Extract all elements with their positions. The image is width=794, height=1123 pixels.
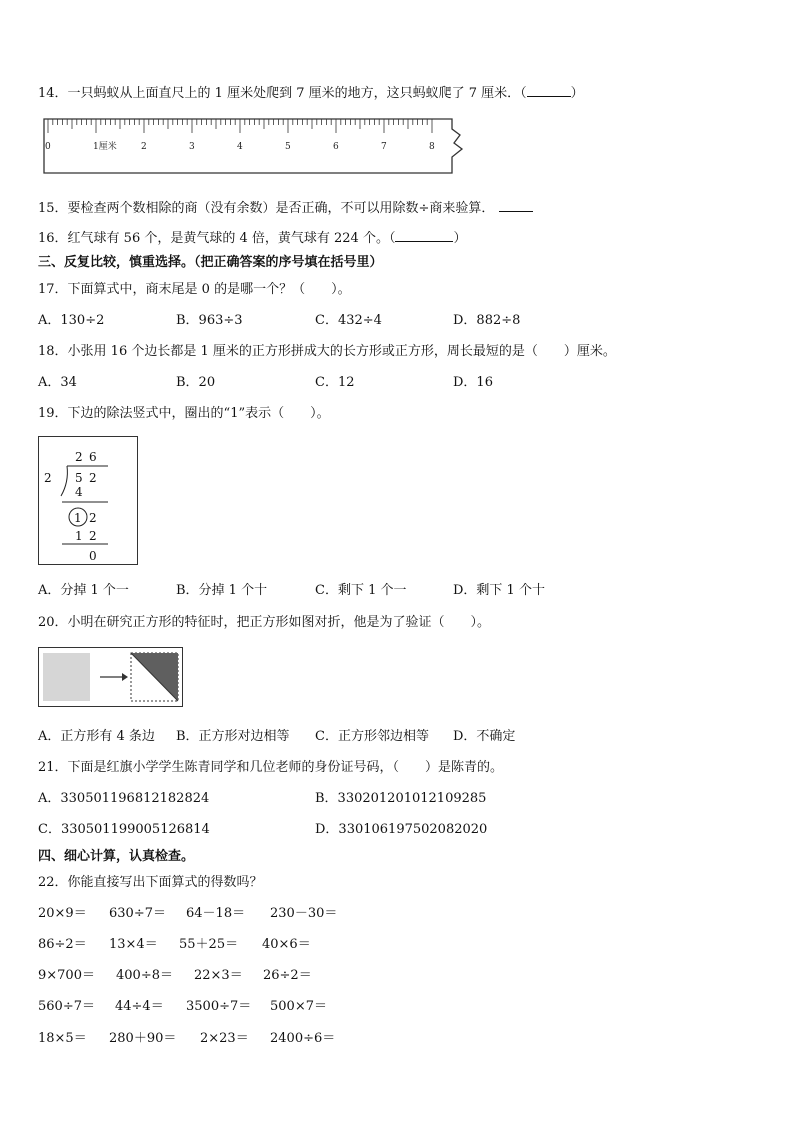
ruler-label: 0: [45, 142, 51, 152]
option-b[interactable]: B．分掉 1 个十: [176, 583, 268, 598]
question-16: 16．红气球有 56 个，是黄气球的 4 倍，黄气球有 224 个。（ ）: [38, 228, 466, 248]
partial-product: 2: [89, 529, 97, 543]
question-14: 14．一只蚂蚁从上面直尺上的 1 厘米处爬到 7 厘米的地方，这只蚂蚁爬了 7 厘米．（ ）: [38, 83, 584, 103]
option-a[interactable]: A．130÷2: [38, 313, 105, 328]
calc-item: 2×23＝: [200, 1031, 249, 1046]
calc-item: 18×5＝: [38, 1031, 87, 1046]
option-a[interactable]: A．分掉 1 个一: [38, 583, 129, 598]
quotient-digit: 6: [89, 450, 97, 464]
option-d[interactable]: D．330106197502082020: [315, 822, 488, 837]
dividend-digit: 5: [75, 471, 83, 485]
dividend-digit: 2: [89, 471, 97, 485]
option-c[interactable]: C．正方形邻边相等: [315, 729, 429, 744]
option-c[interactable]: C．432÷4: [315, 313, 382, 328]
ruler-label: 6: [333, 142, 339, 152]
long-division-figure: [38, 436, 140, 568]
option-c[interactable]: C．12: [315, 375, 355, 390]
calc-item: 64－18＝: [186, 906, 246, 921]
calc-item: 86÷2＝: [38, 937, 87, 952]
section-4-heading: 四、细心计算，认真检查。: [38, 849, 195, 864]
ruler-label: 5: [285, 142, 291, 152]
question-14-text: 14．一只蚂蚁从上面直尺上的 1 厘米处爬到 7 厘米的地方，这只蚂蚁爬了 7 厘米．（: [38, 86, 527, 101]
calc-item: 40×6＝: [262, 937, 311, 952]
calc-item: 2400÷6＝: [270, 1031, 336, 1046]
ruler-figure: [40, 115, 470, 177]
calc-item: 560÷7＝: [38, 999, 95, 1014]
option-a[interactable]: A．正方形有 4 条边: [38, 729, 155, 744]
calc-item: 500×7＝: [270, 999, 327, 1014]
question-21-text: 21．下面是红旗小学学生陈青同学和几位老师的身份证号码，（ ）是陈青的。: [38, 760, 504, 775]
ruler-label: 3: [189, 142, 195, 152]
ruler-label: 8: [429, 142, 435, 152]
calc-item: 26÷2＝: [263, 968, 312, 983]
option-d[interactable]: D．16: [453, 375, 493, 390]
divisor: 2: [44, 471, 52, 485]
question-15: [38, 198, 533, 218]
option-c[interactable]: C．330501199005126814: [38, 822, 210, 837]
calc-item: 20×9＝: [38, 906, 87, 921]
question-19-text: 19．下边的除法竖式中，圈出的“1”表示（ ）。: [38, 406, 330, 421]
calc-item: 13×4＝: [109, 937, 158, 952]
ruler-label: 2: [141, 142, 147, 152]
option-d[interactable]: D．剩下 1 个十: [453, 583, 545, 598]
question-18-text: 18．小张用 16 个边长都是 1 厘米的正方形拼成大的长方形或正方形，周长最短的是（ ）厘米。: [38, 344, 616, 359]
question-20-text: 20．小明在研究正方形的特征时，把正方形如图对折，他是为了验证（ ）。: [38, 615, 491, 630]
calc-item: 9×700＝: [38, 968, 95, 983]
option-b[interactable]: B．963÷3: [176, 313, 243, 328]
ruler-label: 7: [381, 142, 387, 152]
option-c[interactable]: C．剩下 1 个一: [315, 583, 407, 598]
question-15-text: 15．要检查两个数相除的商（没有余数）是否正确，不可以用除数÷商来验算．: [38, 201, 495, 216]
calc-item: 22×3＝: [194, 968, 243, 983]
option-d[interactable]: D．不确定: [453, 729, 516, 744]
question-17-text: 17．下面算式中，商末尾是 0 的是哪一个？（ ）。: [38, 282, 351, 297]
option-b[interactable]: B．正方形对边相等: [176, 729, 290, 744]
option-a[interactable]: A．330501196812182824: [38, 791, 210, 806]
option-b[interactable]: B．330201201012109285: [315, 791, 487, 806]
quotient-digit: 2: [75, 450, 83, 464]
option-a[interactable]: A．34: [38, 375, 77, 390]
calc-item: 230－30＝: [270, 906, 338, 921]
calc-item: 3500÷7＝: [186, 999, 252, 1014]
partial-product: 1: [75, 529, 83, 543]
ruler-label: 1厘米: [93, 142, 117, 152]
option-b[interactable]: B．20: [176, 375, 216, 390]
square-fold-figure: [38, 647, 184, 709]
dividend-digit: 2: [89, 511, 97, 525]
calc-item: 630÷7＝: [109, 906, 166, 921]
question-22-text: 22．你能直接写出下面算式的得数吗？: [38, 875, 263, 890]
option-d[interactable]: D．882÷8: [453, 313, 521, 328]
calc-item: 44÷4＝: [115, 999, 164, 1014]
section-3-heading: 三、反复比较，慎重选择。（把正确答案的序号填在括号里）: [38, 255, 383, 270]
partial-product: 4: [75, 485, 83, 499]
calc-item: 400÷8＝: [116, 968, 173, 983]
ruler-label: 4: [237, 142, 243, 152]
question-16-text: 16．红气球有 56 个，是黄气球的 4 倍，黄气球有 224 个。（: [38, 231, 396, 246]
answer-blank[interactable]: [395, 228, 453, 242]
circled-digit: 1: [74, 511, 82, 525]
remainder: 0: [89, 549, 97, 563]
answer-blank[interactable]: [527, 83, 571, 97]
answer-blank[interactable]: [499, 198, 533, 212]
calc-item: 55＋25＝: [179, 937, 239, 952]
calc-item: 280＋90＝: [109, 1031, 177, 1046]
